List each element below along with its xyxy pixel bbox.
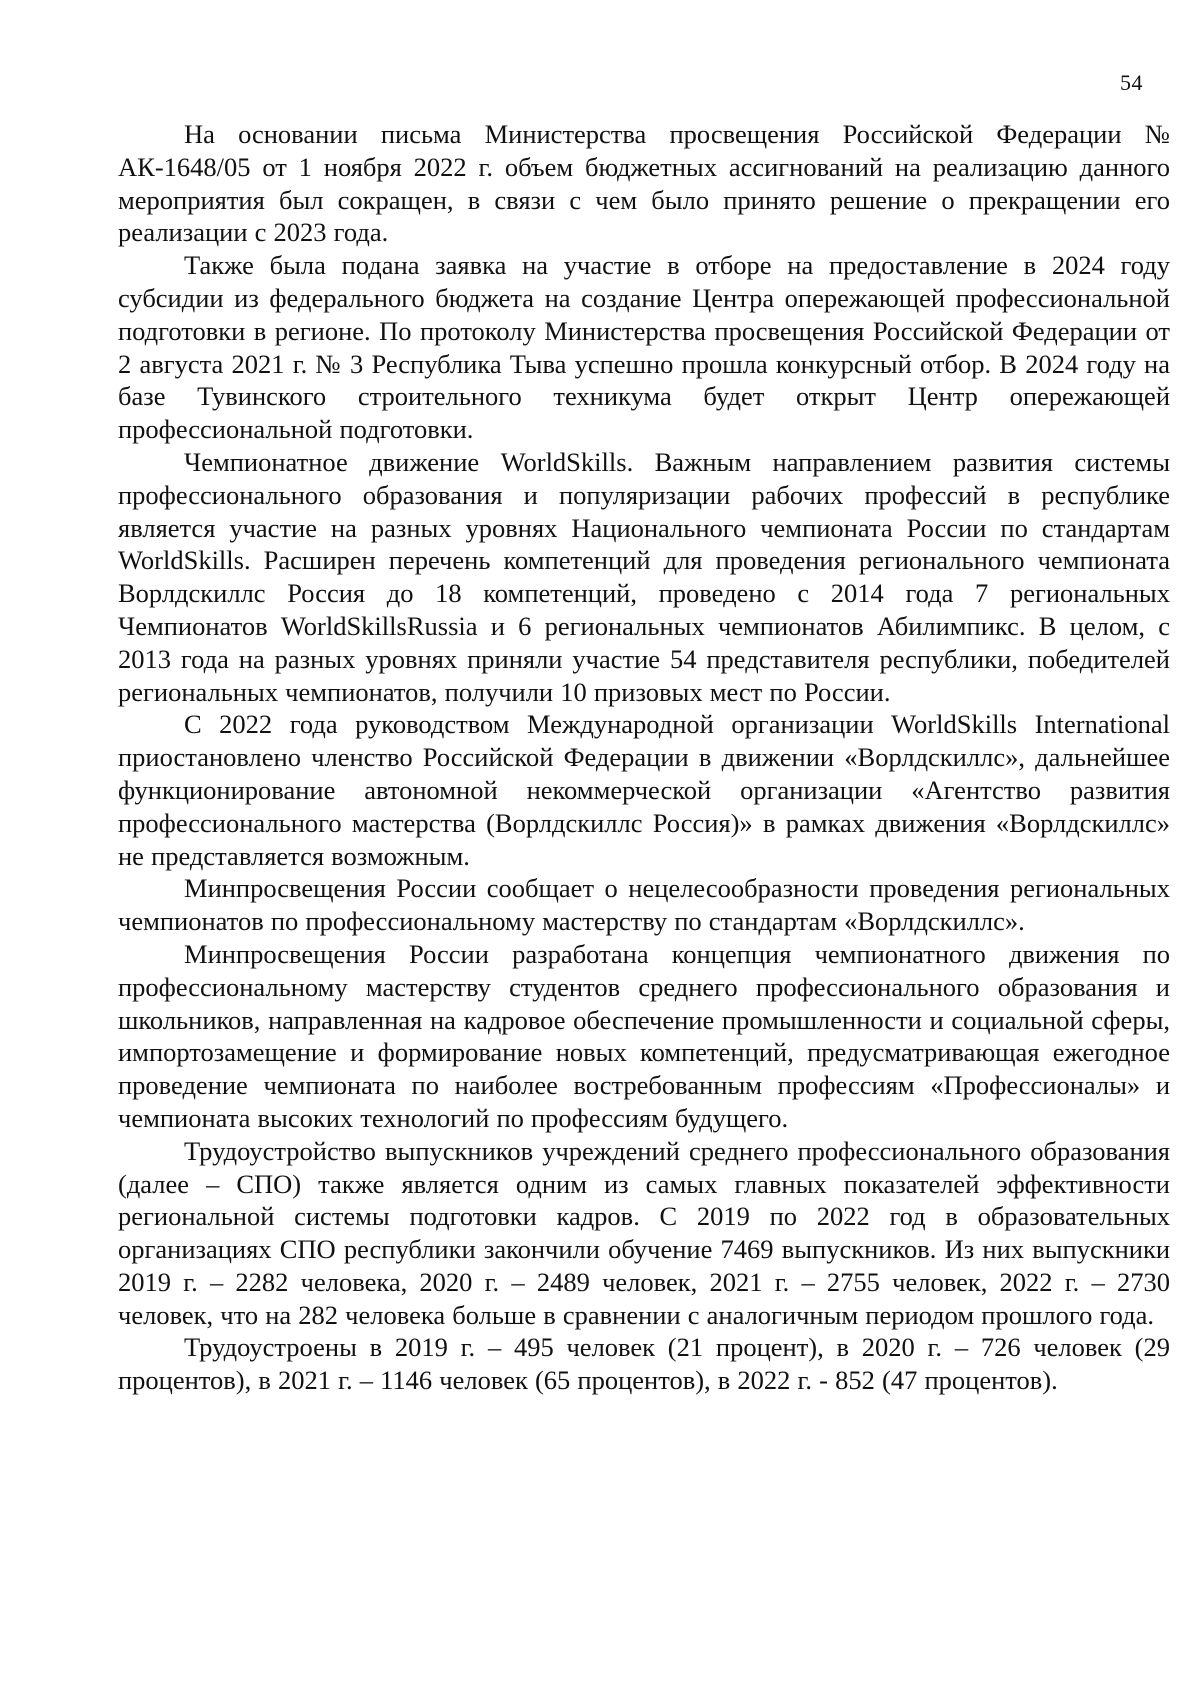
paragraph-championship-concept: Минпросвещения России разработана концепция чемпионатного движения по профессиональному мастерству студентов среднего профессионального образования и школьников, направленная на кадровое обеспечение промышленности и социальной сферы, импортозамещение и формирование новых компетенций, предусматривающая ежегодное проведение чемпионата по наиболее востребованным профессиям «Профессионалы» и чемпионата высоких технологий по профессиям будущего. <box>118 938 1170 1133</box>
paragraph-employment-stats: Трудоустроены в 2019 г. – 495 человек (21 процент), в 2020 г. – 726 человек (29 процентов), в 2021 г. – 1146 человек (65 процентов), в 2022 г. - 852 (47 процентов). <box>118 1332 1170 1396</box>
paragraph-training-center: Также была подана заявка на участие в отборе на предоставление в 2024 году субсидии из федерального бюджета на создание Центра опережающей профессиональной подготовки в регионе. По протоколу Министерства просвещения Российской Федерации от 2 августа 2021 г. № 3 Республика Тыва успешно прошла конкурсный отбор. В 2024 году на базе Тувинского строительного техникума будет открыт Центр опережающей профессиональной подготовки. <box>118 250 1170 445</box>
paragraph-membership-suspended: С 2022 года руководством Международной организации WorldSkills International приостановлено членство Российской Федерации в движении «Ворлдскиллс», дальнейшее функционирование автономной некоммерческой организации «Агентство развития профессионального мастерства (Ворлдскиллс Россия)» в рамках движения «Ворлдскиллс» не представляется возможным. <box>118 709 1170 871</box>
paragraph-graduate-employment: Трудоустройство выпускников учреждений среднего профессионального образования (далее – СПО) также является одним из самых главных показателей эффективности региональной системы подготовки кадров. С 2019 по 2022 год в образовательных организациях СПО республики закончили обучение 7469 выпускников. Из них выпускники 2019 г. – 2282 человека, 2020 г. – 2489 человек, 2021 г. – 2755 человек, 2022 г. – 2730 человек, что на 282 человека больше в сравнении с аналогичным периодом прошлого года. <box>118 1135 1170 1330</box>
paragraph-ministry-notice: Минпросвещения России сообщает о нецелесообразности проведения региональных чемпионатов по профессиональному мастерству по стандартам «Ворлдскиллс». <box>118 873 1170 937</box>
paragraph-worldskills-movement: Чемпионатное движение WorldSkills. Важным направлением развития системы профессионального образования и популяризации рабочих профессий в республике является участие на разных уровнях Национального чемпионата России по стандартам WorldSkills. Расширен перечень компетенций для проведения регионального чемпионата Ворлдскиллс Россия до 18 компетенций, проведено с 2014 года 7 региональных Чемпионатов WorldSkillsRussia и 6 региональных чемпионатов Абилимпикс. В целом, с 2013 года на разных уровнях приняли участие 54 представителя республики, победителей региональных чемпионатов, получили 10 призовых мест по России. <box>118 446 1170 707</box>
document-body <box>118 118 1170 1397</box>
page-number: 54 <box>1120 70 1143 95</box>
paragraph-budget-reduction: На основании письма Министерства просвещения Российской Федерации № АК-1648/05 от 1 ноября 2022 г. объем бюджетных ассигнований на реализацию данного мероприятия был сокращен, в связи с чем было принято решение о прекращении его реализации с 2023 года. <box>118 119 1170 248</box>
